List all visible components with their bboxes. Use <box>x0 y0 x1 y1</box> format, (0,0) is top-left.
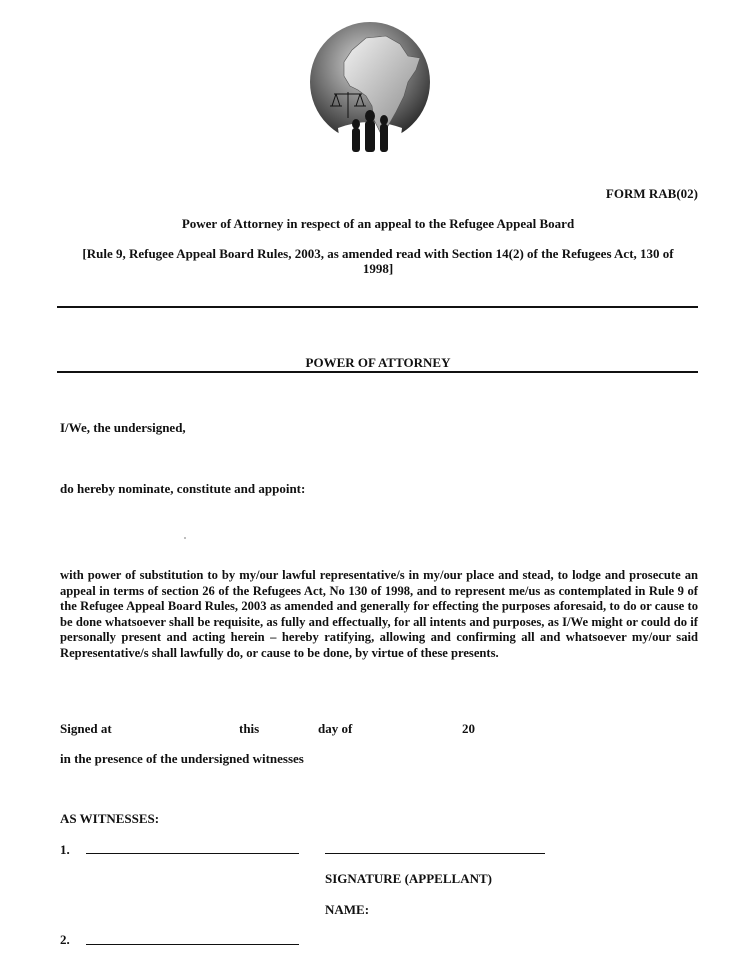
witnesses-heading: AS WITNESSES: <box>60 811 160 826</box>
signed-at-label: Signed at <box>60 721 112 736</box>
refugee-appeal-board-logo <box>308 20 440 160</box>
year-prefix: 20 <box>462 721 475 736</box>
rule-reference: [Rule 9, Refugee Appeal Board Rules, 2003, as amended read with Section 14(2) of the Refugees Act, 130 of 1998] <box>82 246 674 276</box>
day-of-label: day of <box>318 721 353 736</box>
appellant-signature-line[interactable] <box>325 853 545 854</box>
witness-2-number: 2. <box>60 932 70 947</box>
divider-top <box>57 306 698 308</box>
witness-2-signature-line[interactable] <box>86 944 299 945</box>
africa-scales-emblem-icon <box>308 20 440 160</box>
this-label: this <box>239 721 260 736</box>
name-label: NAME: <box>325 902 370 917</box>
document-title: Power of Attorney in respect of an appeal to the Refugee Appeal Board <box>181 216 575 231</box>
section-heading: POWER OF ATTORNEY <box>305 355 451 370</box>
signature-appellant-label: SIGNATURE (APPELLANT) <box>325 871 492 886</box>
witness-1-number: 1. <box>60 842 70 857</box>
substitution-paragraph: with power of substitution to by my/our lawful representative/s in my/our place and stead, to lodge and prosecute an appeal in terms of section 26 of the Refugees Act, No 130 of 1998, and to represent me/us as contemplated in Rule 9 of the Refugee Appeal Board Rules, 2003 as amended and generally for effecting the purposes aforesaid, to do or cause to be done whatsoever shall be requisite, as fully and effectually, for all intents and purposes, as I/We might or could do if personally present and acting herein – hereby ratifying, allowing and confirming all and whatsoever my/our said Representative/s shall lawfully do, or cause to be done, by virtue of these presents. <box>60 568 698 660</box>
undersigned-text: I/We, the undersigned, <box>60 420 186 435</box>
presence-text: in the presence of the undersigned witnesses <box>60 751 304 766</box>
witness-1-signature-line[interactable] <box>86 853 299 854</box>
nominate-text: do hereby nominate, constitute and appoint: <box>60 481 306 496</box>
form-id: FORM RAB(02) <box>605 186 698 201</box>
scan-speck <box>184 537 186 539</box>
divider-bottom <box>57 371 698 373</box>
